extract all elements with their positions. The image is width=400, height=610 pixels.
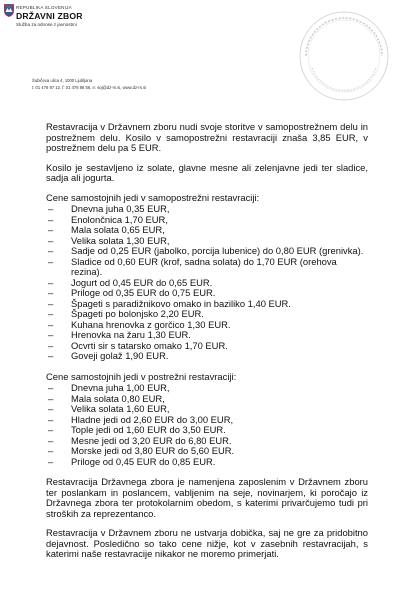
list-item: – Mala solata 0,80 EUR, [46, 394, 368, 405]
list-item: – Špageti po bolonjsko 2,20 EUR. [46, 309, 368, 320]
document-body [46, 122, 368, 569]
list-item: – Priloge od 0,35 EUR do 0,75 EUR. [46, 288, 368, 299]
list-item: – Sladice od 0,60 EUR (krof, sadna solata) do 1,70 EUR (orehova rezina). [46, 257, 368, 278]
list-item: – Hladne jedi od 2,60 EUR do 3,00 EUR, [46, 415, 368, 426]
address-line: Šubičeva ulica 4, 1000 Ljubljana [32, 78, 93, 83]
list-item: – Jogurt od 0,45 EUR do 0,65 EUR. [46, 278, 368, 289]
list-item: – Enolončnica 1,70 EUR, [46, 215, 368, 226]
institution-header [16, 5, 83, 28]
list-item: – Velika solata 1,60 EUR, [46, 404, 368, 415]
list-item: – Dnevna juha 0,35 EUR, [46, 204, 368, 215]
list-item: – Tople jedi od 1,60 EUR do 3,50 EUR. [46, 425, 368, 436]
paragraph-lunch-composition: Kosilo je sestavljeno iz solate, glavne mesne ali zelenjavne jedi ter sladice, sadja ali jogurta. [46, 161, 368, 183]
list-item: – Dnevna juha 1,00 EUR, [46, 383, 368, 394]
list-item: – Špageti s paradižnikovo omako in baziliko 1,40 EUR. [46, 299, 368, 310]
paragraph-non-profit: Restavracija v Državnem zboru ne ustvarja dobička, saj ne gre za pridobitno dejavnost. Posledično so tako cene nižje, kot v zasebnih restavracijah, s katerimi naše restavracije nikakor ne moremo primerjati. [46, 527, 368, 559]
list-item: – Hrenovka na žaru 1,30 EUR. [46, 330, 368, 341]
list-item: – Mesne jedi od 3,20 EUR do 6,80 EUR. [46, 436, 368, 447]
service-name: Služba za odnose z javnostmi [16, 22, 77, 27]
institution-name: DRŽAVNI ZBOR [16, 11, 83, 21]
list-item: – Sadje od 0,25 EUR (jabolko, porcija lubenice) do 0,80 EUR (grenivka). [46, 246, 368, 257]
paragraph-restaurant-services: Restavracija v Državnem zboru nudi svoje storitve v samopostrežnem delu in postrežnem delu. Kosilo v samopostrežni restavraciji znaša 3,85 EUR, v postrežnem delu pa 5 EUR. [46, 121, 368, 153]
served-price-list [46, 383, 368, 467]
list-item: – Velika solata 1,30 EUR, [46, 236, 368, 247]
served-prices-title: Cene samostojnih jedi v postrežni restavraciji: [46, 370, 237, 382]
paragraph-restaurant-purpose: Restavracija Državnega zbora je namenjena zaposlenim v Državnem zboru ter poslankam in poslancem, vabljenim na seje, novinarjem, ki poročajo iz Državnega zbora ter protokolarnim obedom, s katerimi privarčujemo tudi pri stroških za reprezentanco. [46, 476, 368, 519]
list-item: – Priloge od 0,45 EUR do 0,85 EUR. [46, 457, 368, 468]
list-item: – Mala solata 0,65 EUR, [46, 225, 368, 236]
list-item: – Kuhana hrenovka z gorčico 1,30 EUR. [46, 320, 368, 331]
parliament-seal-icon [290, 2, 398, 110]
list-item: – Goveji golaž 1,90 EUR. [46, 351, 368, 362]
list-item: – Morske jedi od 3,80 EUR do 5,60 EUR. [46, 446, 368, 457]
self-service-prices-title: Cene samostojnih jedi v samopostrežni restavraciji: [46, 191, 260, 203]
contact-line: t: 01 476 97 12, f: 01 478 88 56, e: soj@dz-rs.si, www.dz-rs.si [32, 85, 147, 90]
slovenia-coat-of-arms-icon [4, 4, 14, 17]
list-item: – Ocvrti sir s tatarsko omako 1,70 EUR. [46, 341, 368, 352]
republic-label: REPUBLIKA SLOVENIJA [16, 5, 72, 10]
address-block [32, 77, 146, 91]
self-service-price-list [46, 204, 368, 362]
